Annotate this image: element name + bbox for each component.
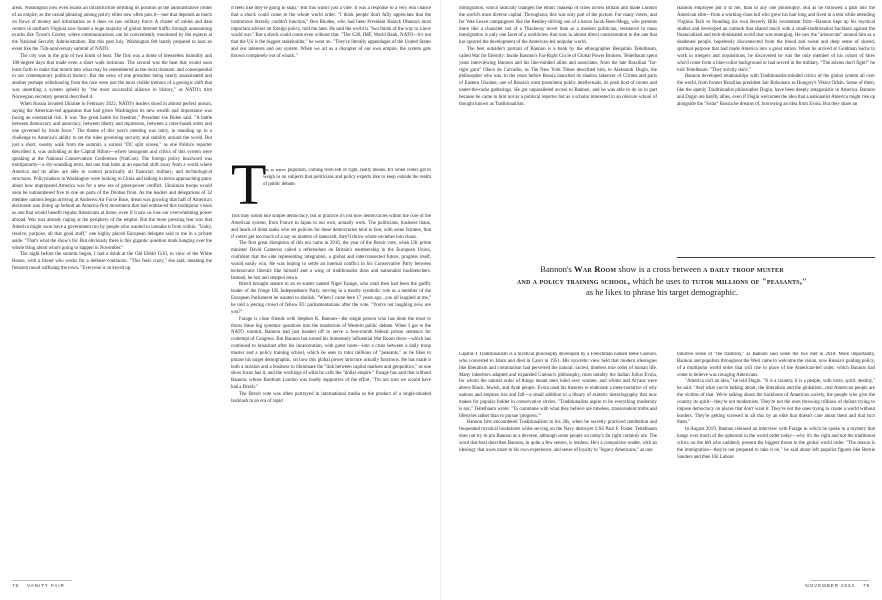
paragraph: Bannon developed relationships with Traditionalist-minded critics of the global system all over the world, from former Brazilian president Jair Bolsonaro to Hungary's Viktor Orbán. Some of them, like the openly Traditionalist philosopher Dugin, have been deeply antagonistic to America. Bannon and Dugin are hardly allies, even if Dugin welcomes the idea that a nationalist America might rise up alongside the "Solar" Russia he dreams of, borrowing an idea from Evola. But they share an <box>677 74 875 107</box>
paragraph: areas. Washington now even boasts an infrastructure befitting its position as the administrative center of an empire, as the casual phrasing among policy elites now often puts it—one that depends as much on flows of money and information as it does on raw military force. A cluster of cables and data centers in northern Virginia now funnel a huge majority of global internet traffic through unassuming exurbs like Tyson's Corner, where communications can be conveniently monitored by the experts at the National Security Administration. But this past July, Washington felt barely prepared to host an event like the 75th-anniversary summit of NATO. <box>12 6 212 53</box>
footer-rule <box>12 580 72 581</box>
paragraph: "America isn't an idea," he told Dugin. "It is a country, it is a people, with roots, spirit, destiny," he said. "And what you're talking about, the liberalism and the globalism...real American people are the victims of that. We're talking about the backbone of American society, the people who give the country its spirit—they're not modernists. They're not the ones throwing trillions of dollars trying to impose democracy on places that don't want it. They're not the ones trying to create a world without borders. They're getting screwed in all this by an elite that doesn't care about them and that isn't them." <box>677 379 875 426</box>
pq-caps: a daily troop muster <box>703 264 784 274</box>
footer-rule <box>810 580 870 581</box>
paragraph: intuitive sense of "the tradition," as Bannon said when the two met in 2018. More importantly, Bannon and populists throughout the West came to welcome the vision, now Russia's guiding policy, of a multipolar world order that will rise in place of the American-led order, which Bannon had come to believe was ravaging Americans. <box>677 352 875 378</box>
left-column-2-body <box>231 214 431 578</box>
paragraph: Bannon first encountered Traditionalism in his 20s, when he secretly practiced meditation and frequented mystical bookstores while serving on the Navy destroyer USS Paul F. Foster. Teitelbaum does not try to pin Bannon as a devotee, although some people on today's far right certainly are. The word that best describes Bannon, in quite a few senses, is restless. He's a compulsive reader, with an ideology that owes more to his own experience, and sense of loyalty to "legacy Americans," as one <box>459 420 657 453</box>
paragraph: Brexit brought stature to an ex-trader named Nigel Farage, who until then had been the gadfly leader of the fringe UK Independence Party, serving in a mostly symbolic role as a member of the European Parliament he wanted to abolish. "When I came here 17 years ago...you all laughed at me," he told a jeering crowd of fellow EU parliamentarians after the vote. "You're not laughing now, are you?" <box>231 282 431 315</box>
section-lead <box>263 168 431 214</box>
pq-caps: tutor millions of "peasants," <box>691 275 808 286</box>
paragraph: it feels like they're going to snap." But this wasn't just a vibe. It was a response to a very real chance that a shock could come to the whole world order. "I think people don't fully appreciate that the institutions literally couldn't function," Ben Rhodes, who had been President Barack Obama's most important adviser on foreign policy, told me later. He said the world is "two thirds of the way to a new world war." But a shock could come even without that. "The G20, IMF, World Bank, NATO—it's not that the US is the biggest stakeholder," he went on. "They're literally appendages of the United States and our interests and our system. When we act as a disrupter of our own empire, the system gets thrown completely out of whack." <box>231 6 431 59</box>
pq-caps: a policy training school, <box>532 275 631 286</box>
page-number: 79 <box>863 583 870 588</box>
paragraph: The night before the summit began, I had a drink at the Old Ebbitt Grill, in view of the White House, with a friend who works for a defense contractor. "This feels crazy," she said, meaning the frenzied mood suffusing the town. "Everyone is so keyed up, <box>12 252 212 272</box>
lead-paragraph <box>263 168 431 189</box>
drop-cap-letter: T <box>231 152 267 217</box>
paragraph: immigration, which radically changed the ethnic makeup of cities across Britain and made London the world's most diverse capital. Throughout, this was only part of the picture. For many voters, and for Vote Leave campaigners like the Bentley-driving son of a baron Jacob Rees-Mogg, who presents more like a character out of a Thackeray novel than as a modern politician, resistance to mass immigration is only one facet of a worldview that runs in almost direct contravention to the one that has spurred the development of the American-led unipolar world. <box>459 6 657 46</box>
pq-text: Bannon's <box>540 264 572 274</box>
pq-text: which he uses to <box>632 275 690 286</box>
paragraph: The first great disruption of this era came in 2016, the year of the Brexit vote, when UK prime minister David Cameron called a referendum on Britain's membership in the European Union, confident that the side representing integration, a global and interconnected future, progress itself, would easily win. He was hoping to settle an internal conflict in his Conservative Party between technocratic liberals like himself and a wing of traditionalist dons and nationalist backbenchers. Instead, he lost and stepped down. <box>231 241 431 281</box>
left-column-1 <box>12 6 212 578</box>
paragraph: The Brexit vote was often portrayed in international media as the product of a single-minded backlash to an era of rapid <box>231 391 431 404</box>
folio-left <box>12 583 65 588</box>
paragraph: This may sound like simple democracy, but in practice it's not how democracies within the core of the American system, from France to Japan to our own, actually work. The politicians, business titans, and heads of think tanks who set policies for these democracies tend to fear, with some fairness, that if voters get too much of a say on matters of statecraft, they'll throw whole societies into chaos. <box>231 214 431 240</box>
paragraph: Bannon employee put it to me, than to any one philosophy. But as he followed a path into the American elite—from a working-class kid who grew his hair long and lived in a tent while attending Virginia Tech to founding his own Beverly Hills investment firm—Bannon kept up his mystical studies and developed an outlook that shared much with a small-traditionalist backlash against the financialized and tech-dominated world that was emerging. He saw the "aristocrats" around him as a deadened people, hopelessly disconnected from the blood and sweat and deep sense of shared, spiritual purpose that had made America into a great nation. When he arrived at Goldman Sachs to work in mergers and acquisitions, he discovered he was the only member of his cohort of hires who'd come from a blue-collar background or had served in the military. "The aristos don't fight!" he told Teitelbaum. "They strictly don't." <box>677 6 875 73</box>
pq-text: show is a cross between <box>618 264 701 274</box>
page-number: 78 <box>12 583 19 588</box>
issue-date: NOVEMBER 2024 <box>805 583 855 588</box>
lead-in: his is what <box>263 168 287 173</box>
magazine-name: VANITY FAIR <box>27 583 65 588</box>
paragraph: Capital-T Traditionalism is a mystical philosophy developed by a Frenchman named René Guénon, who converted to Islam and died in Cairo in 1951. His syncretic view held that modern ideologies like liberalism and communism had perverted the natural, sacred, timeless true order of human life. Many inheritors adapted and expanded Guénon's philosophy, most notably the Italian Julius Evola, for whom the natural order of things meant men ruled over women, and whites and Aryans were above Black, Jewish, and Arab people. Evola used his theories to elaborate a meta-narrative of why nations and empires rise and fall—a small addition to a library of esoteric historiography that now makes for popular fodder in conservative circles. "Traditionalists aspire to be everything modernity is not," Teitelbaum wrote. "To commune with what they believe are timeless, transcendent truths and lifestyles rather than to pursue 'progress.'" <box>459 352 657 419</box>
right-column-4 <box>677 352 875 580</box>
left-column-2-top <box>231 6 431 126</box>
lead-text: populism, coming from left or right, really means. It's when voters get to weigh in on subjects that politicians and policy experts like to keep outside the realm of public debate. <box>263 168 431 187</box>
pq-text: as he likes to phrase his target demographic. <box>585 287 739 297</box>
paragraph: In August 2019, Bannon released an interview with Farage in which he spoke to a mystery that hangs over much of the upheaval in the world order today—why it's the right and not the traditional critics on the left who suddenly present the biggest threat to the global world order. "The reason is the immigration—they're not prepared to take it on," he said about left populist figures like Bernie Sanders and then UK Labour <box>677 427 875 460</box>
pq-show: War Room <box>574 264 617 274</box>
pull-quote <box>471 264 853 299</box>
pq-caps: and <box>516 275 531 286</box>
right-page <box>441 0 882 600</box>
paragraph: Farage is close friends with Stephen K. Bannon—the single person who has done the most to throw these big systemic questions into the maelstrom of Western public debate. When I got to the NATO summit, Bannon had just headed off to serve a four-month federal prison sentence for contempt of Congress. But Bannon has turned his immensely influential War Room show—which has continued to broadcast after his incarceration, with guest hosts—into a cross between a daily troop muster and a policy training school, which he uses to tutor millions of "peasants," as he likes to phrase his target demographic, on how this global power structure actually functions. He has made it both a mission and a business to illuminate the "link between capital markets and geopolitics," as one show focus has it, and the workings of what he calls the "dollar empire." Farage has said that without Bannon, whose Breitbart London was loudly supportive of the effort, "I'm not sure we would have had a Brexit." <box>231 316 431 391</box>
right-column-2 <box>677 6 875 222</box>
paragraph: The city was in the grip of two kinds of heat. The first was a dome of breezeless humidity and 100-degree days that made even a short walk torturous. The second was the heat that would soon burst forth to make that month into what may be remembered as the most dramatic and consequential in our contemporary political history: But the news of one president being nearly assassinated and another perhaps withdrawing from the race were just the most visible tremors of a geologic shift that was unsettling a system upheld by "the most successful alliance in history," as NATO's trim Norwegian secretary general described it. <box>12 53 212 100</box>
drop-cap <box>231 152 267 217</box>
paragraph: The best outsider's portrait of Bannon is a book by the ethnographer Benjamin Teitelbaum, called War for Eternity: Inside Bannon's Far-Right Circle of Global Power Brokers. Teitelbaum spent years interviewing Bannon and his like-minded allies and associates, from the late Brazilian "far-right guru" Olavo de Carvalho, as The New York Times described him, to Aleksandr Dugin, the philosopher who was, in the years before Russia launched its shadow takeover of Crimea and parts of Eastern Ukraine, one of Russia's most prominent public intellectuals, its posh host of rooms and under-the-radar gatherings. He got unparalleled access to Bannon, and he was able to do so in part because he came to him not as a political reporter but as a scholar interested in an obscure school of thought known as Traditionalism. <box>459 47 657 107</box>
paragraph: When Russia invaded Ukraine in February 2022, NATO's leaders stood in almost perfect unison, saying the American-led apparatus that had given Washington its new wealth and importance was facing an existential risk. It was "the great battle for freedom," President Joe Biden said. "A battle between democracy and autocracy, between liberty and repression, between a rules-based order and one governed by brute force." The theme of this year's meeting was unity, in standing up to a challenge to America's ability to set the rules governing security and stability around the world. But just a short, sweaty walk from the summit, a surreal "DC split screen," as one Politico reporter described it, was unfolding at the Capital Hilton—where insurgents and critics of this system were speaking at the National Conservatism Conference (NatCon). The foreign policy buzzword was multipolarity—a dry-sounding term, but one that hints at an epochal shift away from a world where America and its allies are able to control practically all financial, military, and technological structures. Policymakers in Washington were looking to China and talking in terms approaching panic about how unprepared America was for a new era of great-power conflict. Ukrainian troops would soon be outnumbered five to one on parts of the Donbas front. As the leaders and delegations of 32 member nations began arriving at Andrews Air Force Base, dread was growing that half of America's electorate was lining up behind an America-first movement that had embraced this multipolar vision as one that would benefit regular Americans at home, even if it saw us lose our overwhelming power abroad. War was already raging at the periphery of the empire. But the more pressing fear was that America might soon have a government run by people who wanted to unmake it from within. "Unity, resolve, purpose, all that good stuff," one highly placed European delegate said to me in a private aside. "That's what the show's for. But obviously there is this gigantic question mark hanging over the whole thing about what's going to happen in November." <box>12 101 212 251</box>
right-column-3 <box>459 352 657 580</box>
pull-quote-rule <box>677 257 875 258</box>
folio-right <box>805 583 870 588</box>
right-column-1 <box>459 6 657 222</box>
